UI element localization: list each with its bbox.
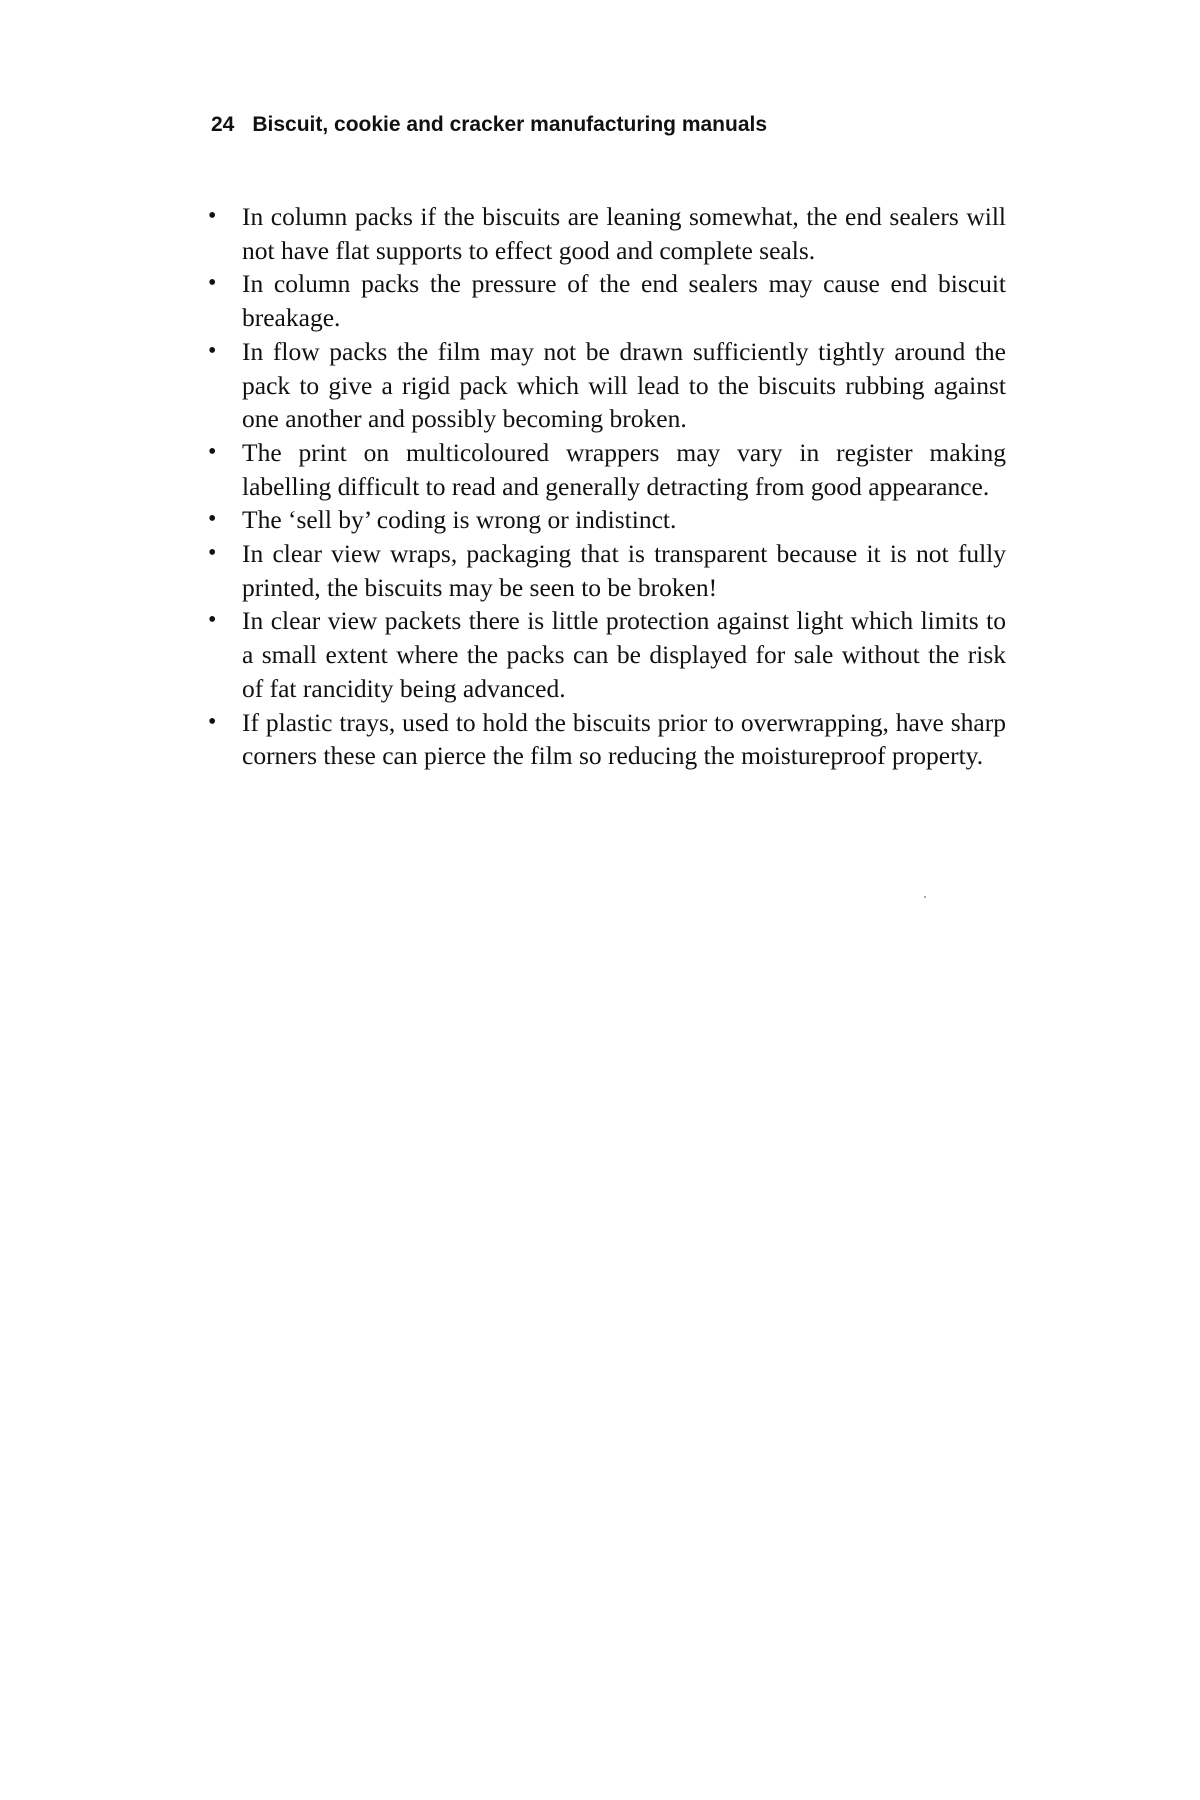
bullet-icon: • — [208, 270, 217, 297]
running-head — [211, 112, 767, 138]
bullet-icon: • — [208, 506, 217, 533]
list-item-text: The print on multicoloured wrappers may vary in register making labelling difficult to read and generally detracting from good appearance. — [242, 437, 1006, 501]
list-item — [208, 706, 1006, 773]
list-item — [208, 267, 1006, 334]
scan-speck — [924, 896, 926, 898]
list-item — [208, 436, 1006, 503]
list-item — [208, 537, 1006, 604]
bullet-icon: • — [208, 337, 217, 364]
list-item — [208, 200, 1006, 267]
list-item — [208, 503, 1006, 537]
bullet-icon: • — [208, 708, 217, 735]
list-item-text: In column packs if the biscuits are leaning somewhat, the end sealers will not have flat supports to effect good and complete seals. — [242, 202, 1006, 265]
bullet-icon: • — [208, 540, 217, 567]
list-item — [208, 604, 1006, 705]
bullet-list — [208, 200, 1006, 773]
list-item-text: In flow packs the film may not be drawn sufficiently tightly around the pack to give a rigid pack which will lead to the biscuits rubbing against one another and possibly becoming broken. — [242, 336, 1006, 434]
bullet-icon: • — [208, 203, 217, 229]
bullet-icon: • — [208, 438, 217, 465]
list-item-text: In clear view packets there is little protection against light which limits to a small extent where the packs can be displayed for sale without the risk of fat rancidity being advanced. — [242, 606, 1006, 703]
list-item-text: If plastic trays, used to hold the biscuits prior to overwrapping, have sharp corners these can pierce the film so reducing the moistureproof property. — [242, 707, 1006, 771]
list-item-text: In column packs the pressure of the end sealers may cause end biscuit breakage. — [242, 269, 1006, 333]
bullet-icon: • — [208, 607, 217, 634]
list-item-text: The ‘sell by’ coding is wrong or indistinct. — [242, 505, 677, 535]
list-item-text: In clear view wraps, packaging that is transparent because it is not fully printed, the biscuits may be seen to be broken! — [242, 539, 1006, 602]
page-number: 24 — [211, 113, 235, 136]
list-item — [208, 335, 1006, 436]
running-title: Biscuit, cookie and cracker manufacturing manuals — [252, 113, 768, 136]
